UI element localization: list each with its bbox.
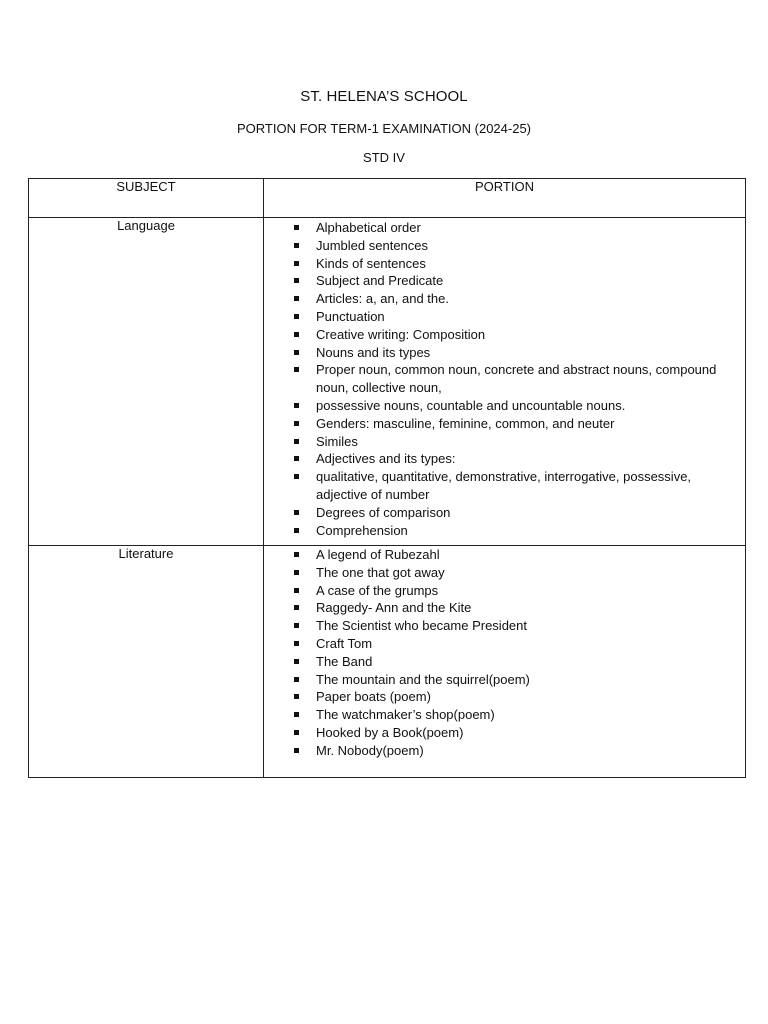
square-bullet-icon: [294, 623, 299, 628]
list-item: [316, 415, 737, 433]
square-bullet-icon: [294, 421, 299, 426]
list-item: [316, 237, 737, 255]
square-bullet-icon: [294, 314, 299, 319]
list-item: [316, 326, 737, 344]
square-bullet-icon: [294, 403, 299, 408]
list-item-text: Subject and Predicate: [316, 273, 444, 289]
table-row: [29, 546, 746, 778]
list-item: [316, 522, 737, 540]
list-item-text: Genders: masculine, feminine, common, and neuter: [316, 415, 615, 431]
square-bullet-icon: [294, 332, 299, 337]
list-item-text: possessive nouns, countable and uncountable nouns.: [316, 397, 626, 413]
list-item-text: The mountain and the squirrel(poem): [316, 671, 530, 687]
list-item: [316, 272, 737, 290]
square-bullet-icon: [294, 694, 299, 699]
list-item-text: The watchmaker’s shop(poem): [316, 707, 495, 723]
list-item: [316, 671, 737, 689]
portion-cell-literature: [264, 546, 746, 778]
portion-list-literature: [264, 546, 745, 760]
square-bullet-icon: [294, 659, 299, 664]
square-bullet-icon: [294, 748, 299, 753]
list-item: [316, 724, 737, 742]
table-header-row: [29, 179, 746, 218]
list-item-text: Degrees of comparison: [316, 504, 451, 520]
exam-title: PORTION FOR TERM-1 EXAMINATION (2024-25): [237, 121, 531, 136]
list-item: [316, 290, 737, 308]
square-bullet-icon: [294, 570, 299, 575]
list-item-text: A legend of Rubezahl: [316, 547, 440, 562]
school-name: ST. HELENA’S SCHOOL: [300, 88, 468, 105]
list-item: [316, 361, 737, 397]
list-item-text: Raggedy- Ann and the Kite: [316, 600, 472, 616]
list-item-text: Mr. Nobody(poem): [316, 742, 424, 758]
list-item: [316, 546, 737, 564]
portion-list-language: [264, 218, 745, 539]
square-bullet-icon: [294, 350, 299, 355]
list-item: [316, 433, 737, 451]
list-item: [316, 582, 737, 600]
list-item: [316, 564, 737, 582]
list-item-text: The Band: [316, 653, 373, 669]
square-bullet-icon: [294, 730, 299, 735]
square-bullet-icon: [294, 552, 299, 557]
list-item-text: qualitative, quantitative, demonstrative, interrogative, possessive, adjective of number: [316, 469, 692, 502]
square-bullet-icon: [294, 367, 299, 372]
square-bullet-icon: [294, 605, 299, 610]
list-item: [316, 599, 737, 617]
list-item-text: Proper noun, common noun, concrete and abstract nouns, compound noun, collective noun,: [316, 362, 717, 396]
square-bullet-icon: [294, 439, 299, 444]
standard-label: STD IV: [363, 150, 405, 165]
list-item: [316, 617, 737, 635]
list-item-text: Jumbled sentences: [316, 237, 429, 253]
square-bullet-icon: [294, 641, 299, 646]
list-item-text: Creative writing: Composition: [316, 326, 486, 342]
list-item-text: Nouns and its types: [316, 344, 431, 360]
subject-column-header: SUBJECT: [29, 179, 264, 218]
square-bullet-icon: [294, 456, 299, 461]
subject-cell-literature: Literature: [29, 546, 264, 778]
square-bullet-icon: [294, 261, 299, 266]
portion-table: [28, 178, 746, 778]
list-item: [316, 344, 737, 362]
list-item-text: Paper boats (poem): [316, 689, 431, 705]
list-item-text: Comprehension: [316, 522, 408, 538]
list-item-text: Alphabetical order: [316, 220, 421, 235]
list-item-text: Adjectives and its types:: [316, 451, 456, 467]
list-item: [316, 635, 737, 653]
list-item: [316, 653, 737, 671]
list-item: [316, 255, 737, 273]
list-item: [316, 468, 737, 504]
square-bullet-icon: [294, 225, 299, 230]
list-item-text: The one that got away: [316, 564, 445, 580]
list-item-text: Similes: [316, 433, 358, 449]
square-bullet-icon: [294, 243, 299, 248]
list-item-text: Punctuation: [316, 308, 385, 324]
list-item-text: Articles: a, an, and the.: [316, 291, 449, 307]
list-item: [316, 504, 737, 522]
square-bullet-icon: [294, 296, 299, 301]
list-item-text: Craft Tom: [316, 635, 373, 651]
list-item-text: A case of the grumps: [316, 582, 439, 598]
list-item: [316, 688, 737, 706]
list-item: [316, 308, 737, 326]
list-item-text: Kinds of sentences: [316, 255, 426, 271]
portion-column-header: PORTION: [264, 179, 746, 218]
square-bullet-icon: [294, 712, 299, 717]
table-row: [29, 218, 746, 546]
subject-cell-language: Language: [29, 218, 264, 546]
list-item: [316, 219, 737, 237]
list-item: [316, 397, 737, 415]
square-bullet-icon: [294, 677, 299, 682]
list-item: [316, 742, 737, 760]
square-bullet-icon: [294, 474, 299, 479]
list-item: [316, 706, 737, 724]
portion-cell-language: [264, 218, 746, 546]
square-bullet-icon: [294, 588, 299, 593]
square-bullet-icon: [294, 510, 299, 515]
list-item-text: The Scientist who became President: [316, 618, 527, 634]
list-item-text: Hooked by a Book(poem): [316, 724, 464, 740]
square-bullet-icon: [294, 278, 299, 283]
list-item: [316, 450, 737, 468]
square-bullet-icon: [294, 528, 299, 533]
